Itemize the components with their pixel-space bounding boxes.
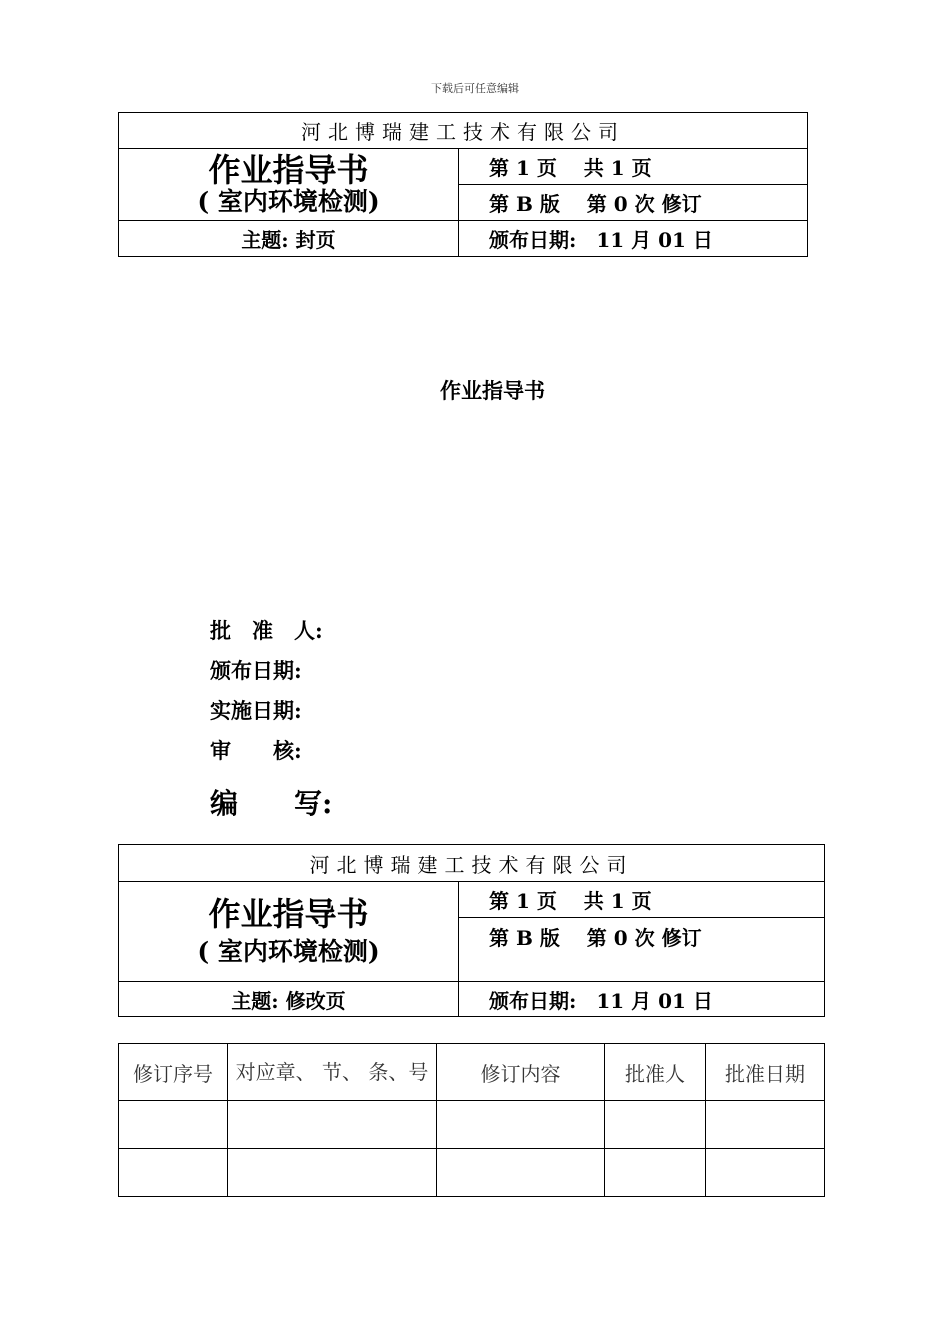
version-info: 第 B 版 第 0 次 修订 bbox=[459, 185, 808, 221]
revision-table-header: 批准日期 bbox=[706, 1044, 825, 1101]
table-row bbox=[119, 1101, 825, 1149]
page-info: 第 1 页 共 1 页 bbox=[459, 882, 825, 918]
document-subtitle: ( 室内环境检测) bbox=[197, 187, 380, 217]
subject: 主题: 修改页 bbox=[119, 982, 459, 1017]
issue-date: 颁布日期: 11 月 01 日 bbox=[459, 221, 808, 257]
company-name: 河北博瑞建工技术有限公司 bbox=[119, 113, 808, 149]
table-cell bbox=[706, 1149, 825, 1197]
table-cell bbox=[605, 1101, 706, 1149]
reviewer-field: 审 核: bbox=[210, 738, 302, 763]
table-cell bbox=[228, 1149, 437, 1197]
top-note: 下载后可任意编辑 bbox=[431, 82, 519, 95]
issue-date: 颁布日期: 11 月 01 日 bbox=[459, 982, 825, 1017]
company-name: 河北博瑞建工技术有限公司 bbox=[119, 845, 825, 882]
revision-table-header: 对应章、 节、 条、号 bbox=[228, 1044, 437, 1101]
document-title: 作业指导书 bbox=[208, 895, 369, 934]
table-cell bbox=[605, 1149, 706, 1197]
writer-field: 编 写: bbox=[210, 787, 333, 820]
approver-field: 批 准 人: bbox=[210, 618, 323, 643]
document-title-cell bbox=[119, 882, 459, 982]
version-info: 第 B 版 第 0 次 修订 bbox=[459, 918, 825, 982]
table-cell bbox=[228, 1101, 437, 1149]
revision-table-header: 修订序号 bbox=[119, 1044, 228, 1101]
document-title-cell bbox=[119, 149, 459, 221]
document-subtitle: ( 室内环境检测) bbox=[197, 937, 380, 967]
table-row bbox=[119, 1149, 825, 1197]
table-cell bbox=[706, 1101, 825, 1149]
effective-date-field: 实施日期: bbox=[210, 698, 302, 723]
revision-header-table bbox=[118, 844, 825, 1017]
subject: 主题: 封页 bbox=[119, 221, 459, 257]
issue-date-field: 颁布日期: bbox=[210, 658, 302, 683]
center-title: 作业指导书 bbox=[440, 378, 545, 403]
table-cell bbox=[437, 1149, 605, 1197]
table-cell bbox=[119, 1149, 228, 1197]
document-title: 作业指导书 bbox=[208, 151, 369, 190]
table-cell bbox=[119, 1101, 228, 1149]
table-cell bbox=[437, 1101, 605, 1149]
cover-header-table bbox=[118, 112, 808, 257]
revision-table bbox=[118, 1043, 825, 1197]
page-info: 第 1 页 共 1 页 bbox=[459, 149, 808, 185]
revision-table-header: 批准人 bbox=[605, 1044, 706, 1101]
revision-table-header: 修订内容 bbox=[437, 1044, 605, 1101]
